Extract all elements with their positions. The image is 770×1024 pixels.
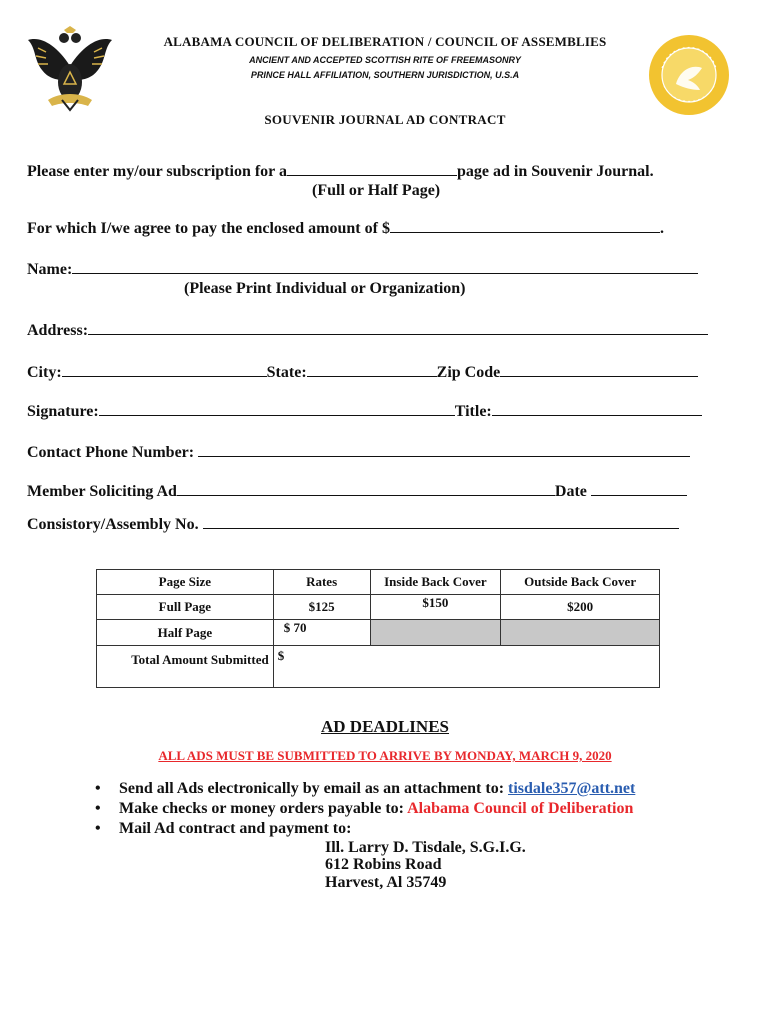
bullet-icon: • (95, 820, 101, 837)
bullet-mail (119, 820, 351, 838)
signature-line (27, 401, 702, 421)
consistory-field[interactable] (203, 514, 679, 529)
header-rates: Rates (273, 570, 370, 595)
row-half-page-outside-shaded (501, 620, 660, 646)
subscription-line (27, 161, 654, 181)
city-field[interactable] (62, 362, 267, 377)
bullet-email-text: Send all Ads electronically by email as an attachment to: (119, 780, 509, 797)
bullet-mail-text: Mail Ad contract and payment to: (119, 820, 352, 837)
page-size-field[interactable] (287, 161, 457, 176)
subscription-prefix: Please enter my/our subscription for a (27, 163, 287, 180)
phone-label: Contact Phone Number: (27, 444, 195, 461)
subscription-suffix: page ad in Souvenir Journal. (456, 163, 654, 180)
amount-field[interactable] (390, 218, 660, 233)
table-row (97, 620, 660, 646)
address-label: Address: (27, 322, 89, 339)
member-field[interactable] (177, 481, 555, 496)
organization-title: ALABAMA COUNCIL OF DELIBERATION / COUNCIL OF ASSEMBLIES (163, 34, 607, 49)
header-inside-back-cover: Inside Back Cover (370, 570, 501, 595)
rite-subtitle: ANCIENT AND ACCEPTED SCOTTISH RITE OF FREEMASONRY (249, 55, 521, 65)
date-field[interactable] (591, 481, 687, 496)
member-label: Member Soliciting Ad (27, 483, 177, 500)
date-label: Date (554, 483, 587, 500)
title-label: Title: (454, 403, 492, 420)
city-state-zip-line (27, 362, 698, 382)
phone-line (27, 442, 690, 462)
total-amount-field[interactable]: $ (273, 646, 659, 688)
address-field[interactable] (88, 320, 708, 335)
table-header-row (97, 570, 660, 595)
deadlines-title: AD DEADLINES (321, 717, 449, 736)
row-full-page-outside: $200 (501, 595, 660, 620)
name-label: Name: (27, 261, 73, 278)
payee-name: Alabama Council of Deliberation (407, 800, 634, 817)
bullet-email (119, 780, 635, 798)
state-field[interactable] (307, 362, 437, 377)
signature-label: Signature: (27, 403, 99, 420)
affiliation-subtitle: PRINCE HALL AFFILIATION, SOUTHERN JURISDICTION, U.S.A (250, 70, 520, 80)
rates-table (96, 569, 660, 688)
mailing-address-street: 612 Robins Road (325, 856, 442, 873)
consistory-label: Consistory/Assembly No. (27, 516, 199, 533)
city-label: City: (27, 364, 62, 381)
row-full-page-inside: $150 (370, 595, 501, 620)
name-hint: (Please Print Individual or Organization) (184, 280, 466, 297)
title-field[interactable] (492, 401, 702, 416)
consistory-line (27, 514, 679, 534)
name-field[interactable] (72, 259, 698, 274)
signature-field[interactable] (99, 401, 455, 416)
mailing-address-city: Harvest, Al 35749 (325, 874, 447, 891)
payment-prefix: For which I/we agree to pay the enclosed amount of $ (27, 220, 390, 237)
phone-field[interactable] (198, 442, 690, 457)
contract-title: SOUVENIR JOURNAL AD CONTRACT (264, 112, 506, 127)
member-line (27, 481, 687, 501)
email-link[interactable]: tisdale357@att.net (508, 780, 636, 797)
header-page-size: Page Size (97, 570, 274, 595)
payment-line (27, 218, 664, 238)
payment-suffix: . (659, 220, 664, 237)
bullet-payable (119, 800, 633, 818)
bullet-icon: • (95, 780, 101, 797)
zip-label: Zip Code (436, 364, 501, 381)
row-half-page-rate: $ 70 (273, 620, 370, 646)
row-full-page-size: Full Page (97, 595, 274, 620)
bullet-payable-text: Make checks or money orders payable to: (119, 800, 408, 817)
total-label: Total Amount Submitted (97, 646, 274, 688)
row-half-page-inside-shaded (370, 620, 501, 646)
mailing-address-name: Ill. Larry D. Tisdale, S.G.I.G. (325, 839, 526, 856)
deadline-notice: ALL ADS MUST BE SUBMITTED TO ARRIVE BY MONDAY, MARCH 9, 2020 (158, 748, 612, 763)
header-outside-back-cover: Outside Back Cover (501, 570, 660, 595)
row-half-page-size: Half Page (97, 620, 274, 646)
row-full-page-rate: $125 (273, 595, 370, 620)
zip-field[interactable] (500, 362, 698, 377)
state-label: State: (266, 364, 307, 381)
subscription-hint: (Full or Half Page) (312, 182, 441, 199)
name-line (27, 259, 698, 279)
table-row (97, 595, 660, 620)
address-line (27, 320, 708, 340)
bullet-icon: • (95, 800, 101, 817)
total-row (97, 646, 660, 688)
